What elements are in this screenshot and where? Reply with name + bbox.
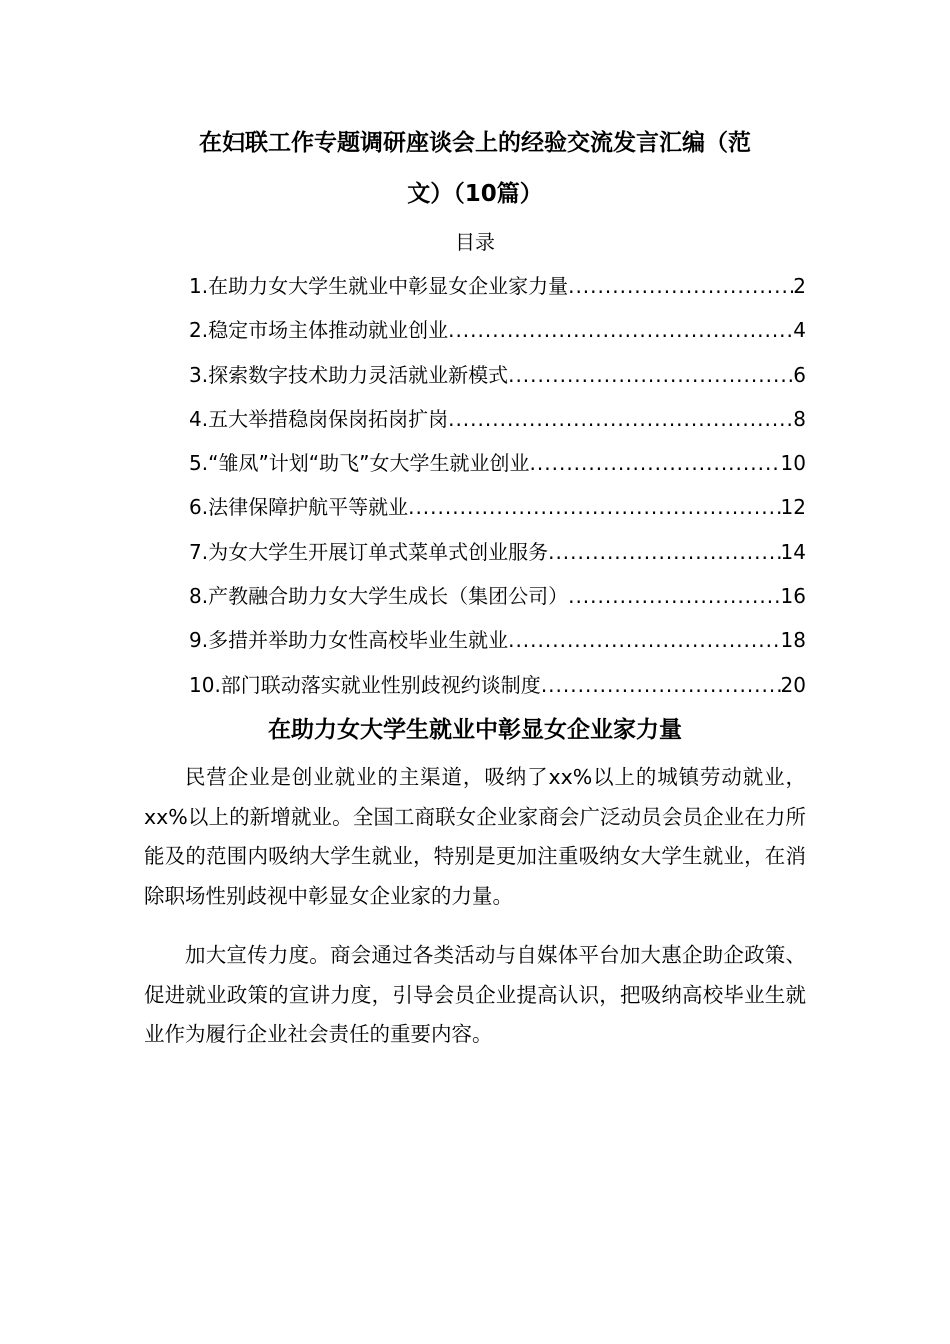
- toc-leader-dots: [448, 310, 793, 350]
- toc-entry-page: 10: [780, 451, 806, 476]
- toc-entry[interactable]: [189, 355, 806, 399]
- toc-entry-page: 18: [780, 628, 806, 653]
- toc-heading: 目录: [455, 230, 495, 254]
- body-paragraph: 民营企业是创业就业的主渠道，吸纳了xx%以上的城镇劳动就业，xx%以上的新增就业。全国工商联女企业家商会广泛动员会员企业在力所能及的范围内吸纳大学生就业，特别是更加注重吸纳女大学生就业，在消除职场性别歧视中彰显女企业家的力量。: [144, 765, 806, 908]
- toc-entry[interactable]: [189, 487, 806, 531]
- toc-entry-page: 4: [793, 318, 806, 343]
- document-title-line-1: 在妇联工作专题调研座谈会上的经验交流发言汇编（范: [199, 130, 751, 156]
- toc-entry-label: 2.稳定市场主体推动就业创业: [189, 318, 449, 343]
- section-title: 在助力女大学生就业中彰显女企业家力量: [268, 717, 682, 743]
- toc-leader-dots: [508, 620, 780, 660]
- toc-entry[interactable]: [189, 310, 806, 354]
- toc-entry[interactable]: [189, 266, 806, 310]
- toc-leader-dots: [541, 665, 781, 705]
- toc-entry-page: 20: [780, 672, 806, 697]
- toc-entry[interactable]: [189, 532, 806, 576]
- toc-entry-label: 10.部门联动落实就业性别歧视约谈制度: [189, 672, 541, 697]
- toc-entry-page: 6: [793, 362, 806, 387]
- toc-entry-page: 8: [793, 406, 806, 431]
- toc-entry-label: 3.探索数字技术助力灵活就业新模式: [189, 362, 509, 387]
- toc-entry[interactable]: [189, 576, 806, 620]
- toc-entry[interactable]: [189, 665, 806, 709]
- toc-leader-dots: [508, 355, 793, 395]
- toc-entry-label: 4.五大举措稳岗保岗拓岗扩岗: [189, 406, 449, 431]
- toc-entry-label: 1.在助力女大学生就业中彰显女企业家力量: [189, 274, 569, 298]
- toc-entry-label: 7.为女大学生开展订单式菜单式创业服务: [189, 539, 549, 564]
- table-of-contents: [189, 266, 806, 709]
- toc-entry[interactable]: [189, 620, 806, 664]
- toc-entry-page: 16: [780, 584, 806, 609]
- toc-entry-page: 2: [793, 274, 806, 298]
- toc-entry[interactable]: [189, 443, 806, 487]
- toc-entry-page: 12: [780, 495, 806, 520]
- toc-leader-dots: [448, 399, 793, 439]
- toc-entry-label: 5.“雏凤”计划“助飞”女大学生就业创业: [189, 451, 530, 476]
- toc-entry-page: 14: [780, 539, 806, 564]
- toc-entry-label: 9.多措并举助力女性高校毕业生就业: [189, 628, 509, 653]
- toc-entry-label: 8.产教融合助力女大学生成长（集团公司）: [189, 584, 569, 609]
- body-paragraph: 加大宣传力度。商会通过各类活动与自媒体平台加大惠企助企政策、促进就业政策的宣讲力度，引导会员企业提高认识，把吸纳高校毕业生就业作为履行企业社会责任的重要内容。: [144, 943, 806, 1046]
- toc-leader-dots: [568, 266, 793, 306]
- toc-leader-dots: [548, 532, 780, 572]
- toc-leader-dots: [568, 576, 780, 616]
- toc-leader-dots: [530, 443, 781, 483]
- toc-entry-label: 6.法律保障护航平等就业: [189, 495, 409, 520]
- toc-entry[interactable]: [189, 399, 806, 443]
- document-title-line-2: 文）（10篇）: [407, 181, 543, 207]
- toc-leader-dots: [408, 487, 780, 527]
